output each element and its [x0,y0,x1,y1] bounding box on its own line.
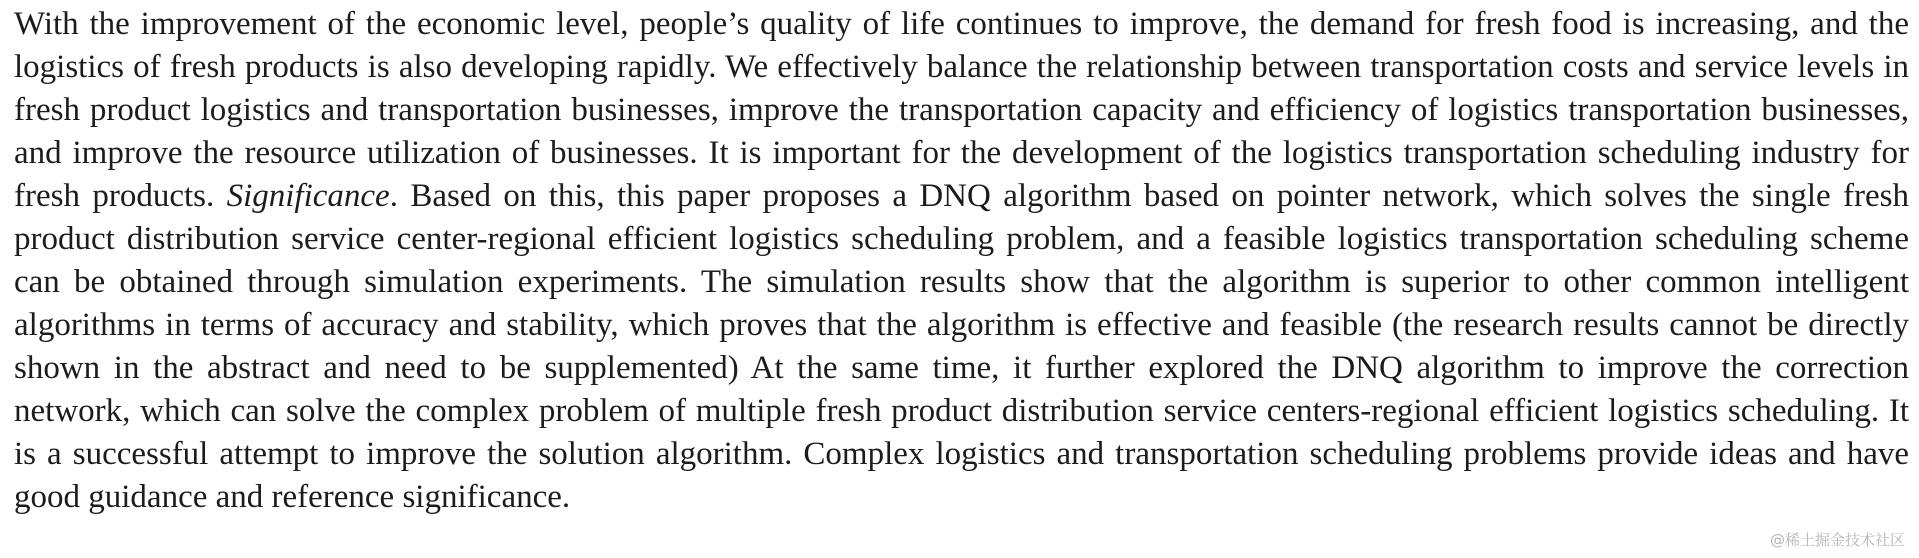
watermark-text: @稀土掘金技术社区 [1769,531,1905,549]
abstract-paragraph [14,3,1909,519]
significance-label: Significance [226,178,390,214]
abstract-text-part1: With the improvement of the economic level, people’s quality of life continues to improve, the demand for fresh food is increasing, and the logistics of fresh products is also developing rapidly. We effectively balance the relationship between transportation costs and service levels in fresh product logistics and transportation businesses, improve the transportation capacity and efficiency of logistics transportation businesses, and improve the resource utilization of businesses. It is important for the development of the logistics transportation scheduling industry for fresh products. [14,6,1909,214]
abstract-text-part2: . Based on this, this paper proposes a DNQ algorithm based on pointer network, which solves the single fresh product distribution service center-regional efficient logistics scheduling problem, and a feasible logistics transportation scheduling scheme can be obtained through simulation experiments. The simulation results show that the algorithm is superior to other common intelligent algorithms in terms of accuracy and stability, which proves that the algorithm is effective and feasible (the research results cannot be directly shown in the abstract and need to be supplemented) At the same time, it further explored the DNQ algorithm to improve the correction network, which can solve the complex problem of multiple fresh product distribution service centers-regional efficient logistics scheduling. It is a successful attempt to improve the solution algorithm. Complex logistics and transportation scheduling problems provide ideas and have good guidance and reference significance. [14,178,1909,515]
